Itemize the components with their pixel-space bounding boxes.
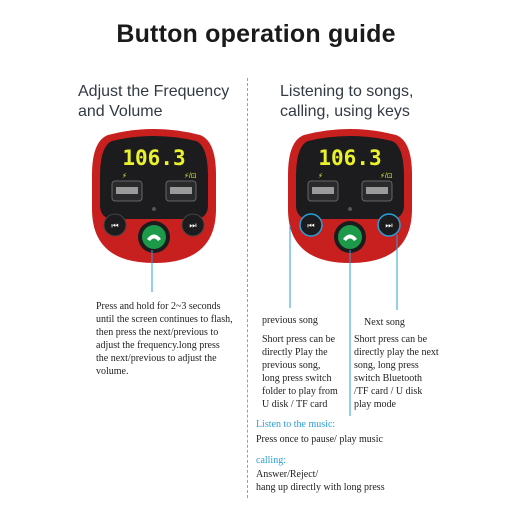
desc-line: Short press can be: [262, 334, 336, 345]
next-icon: ⏭: [189, 221, 197, 230]
desc-line: play mode: [354, 399, 396, 410]
desc-line: the next/previous to adjust the: [96, 353, 217, 364]
left-heading-line2: and Volume: [78, 103, 163, 120]
usb-right-label: ⚡/⊡: [184, 173, 197, 180]
left-heading-line1: Adjust the Frequency: [78, 83, 230, 100]
desc-line: folder to play from: [262, 386, 338, 397]
usb-right-label: ⚡/⊡: [380, 173, 393, 180]
desc-line: volume.: [96, 366, 129, 377]
prev-icon: ⏮: [307, 221, 315, 230]
display-readout: 106.3: [318, 146, 382, 170]
right-heading-line1: Listening to songs,: [280, 83, 414, 100]
page-title: Button operation guide: [116, 20, 396, 48]
desc-line: directly play the next: [354, 347, 439, 358]
music-text: Press once to pause/ play music: [256, 434, 383, 445]
prev-icon: ⏮: [111, 221, 119, 230]
desc-line: Short press can be: [354, 334, 428, 345]
desc-line: U disk / TF card: [262, 399, 328, 410]
desc-line: song, long press: [354, 360, 419, 371]
desc-line: long press switch: [262, 373, 332, 384]
next-song-description: [354, 333, 449, 411]
previous-song-title: previous song: [262, 315, 318, 326]
desc-line: then press the next/previous to: [96, 327, 219, 338]
desc-line: switch Bluetooth: [354, 373, 423, 384]
desc-line: previous song,: [262, 360, 321, 371]
left-description: [96, 300, 248, 378]
desc-line: /TF card / U disk: [354, 386, 423, 397]
display-readout: 106.3: [122, 146, 186, 170]
desc-line: directly Play the: [262, 347, 328, 358]
calling-label: calling:: [256, 455, 286, 466]
usb-left-label: ⚡: [318, 173, 323, 180]
next-song-title: Next song: [364, 317, 405, 328]
right-heading-line2: calling, using keys: [280, 103, 410, 120]
usb-left-label: ⚡: [122, 173, 127, 180]
music-label: Listen to the music:: [256, 419, 336, 430]
calling-text-line1: Answer/Reject/: [256, 469, 319, 480]
previous-song-description: [262, 333, 352, 411]
desc-line: adjust the frequency.long press: [96, 340, 220, 351]
calling-text-line2: hang up directly with long press: [256, 482, 385, 493]
desc-line: until the screen continues to flash,: [96, 314, 233, 325]
desc-line: Press and hold for 2~3 seconds: [96, 301, 221, 312]
next-icon: ⏭: [385, 221, 393, 230]
